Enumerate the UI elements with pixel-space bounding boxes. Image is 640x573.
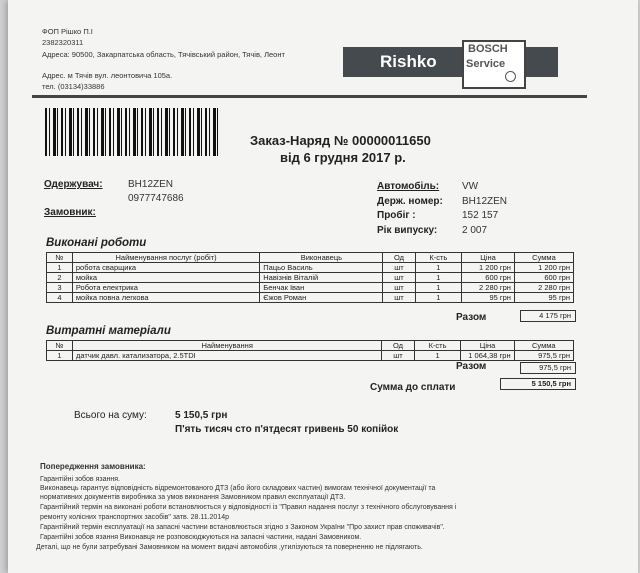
cell: 1 <box>415 273 462 283</box>
notes-line: Деталі, що не були затребувані Замовником на момент видачі автомобіля ,утилізуються та поверненню не підлягають. <box>36 544 423 551</box>
col-name: Найменування <box>73 341 382 351</box>
works-table <box>46 252 574 303</box>
car-label: Автомобіль: <box>377 181 440 192</box>
car-value: VW <box>462 181 479 192</box>
col-service: Найменування послуг (робіт) <box>72 253 259 263</box>
table-row <box>47 263 574 273</box>
cell: 1 064,38 грн <box>461 351 514 361</box>
materials-header-row <box>47 341 574 351</box>
cell: 1 <box>47 263 73 273</box>
brand-name: Rishko <box>380 52 437 71</box>
customer-label: Замовник: <box>44 207 96 218</box>
cell: Єжов Роман <box>260 293 383 303</box>
notes-title: Попередження замовника: <box>40 462 146 471</box>
payment-value: 5 150,5 грн <box>500 378 576 390</box>
works-header-row <box>47 253 574 263</box>
cell: 95 грн <box>462 293 515 303</box>
notes-line: Гарантійний термін на виконані роботи встановлюється у відповідності із "Правил надання послуг з технічного обслуговування і <box>40 504 457 511</box>
notes-line: нормативних документів виробника за умов виконання Замовником правил експлуатації ДТЗ. <box>40 494 346 501</box>
order-title: Заказ-Наряд № 00000011650 <box>250 133 431 148</box>
cell: мойка повна легкова <box>72 293 259 303</box>
table-row <box>47 283 574 293</box>
col-sum: Сумма <box>514 341 573 351</box>
header-divider <box>32 95 587 98</box>
notes-line: ремонту колісних транспортних засобів" затв. 28.11.2014р <box>40 514 229 521</box>
receiver-label: Одержувач: <box>44 179 103 190</box>
cell: 95 грн <box>514 293 573 303</box>
cell: шт <box>383 273 415 283</box>
cell: 2 <box>47 273 73 283</box>
materials-section-title: Витратні матеріали <box>46 325 171 337</box>
notes-line: Гарантійні зобов язання Виконавця не розповсюджуються на запасні частини, надані Замовником. <box>40 534 362 541</box>
receiver-value: BH12ZEN <box>128 179 174 190</box>
table-row <box>47 351 574 361</box>
col-unit: Од <box>382 341 414 351</box>
client-phone: 0977747686 <box>128 193 184 204</box>
mileage-label: Пробіг : <box>377 210 416 221</box>
cell: 975,5 грн <box>514 351 573 361</box>
cell: 1 <box>415 293 462 303</box>
col-qty: К-сть <box>415 253 462 263</box>
cell: Навізнів Віталій <box>260 273 383 283</box>
cell: шт <box>383 263 415 273</box>
cell: Пацьо Василь <box>260 263 383 273</box>
bosch-service-text: Service <box>466 58 506 70</box>
cell: мойка <box>72 273 259 283</box>
bosch-emblem-icon <box>505 71 516 82</box>
notes-line: Гарантійні зобов язання. <box>40 476 120 483</box>
col-executor: Виконавець <box>260 253 383 263</box>
company-address: Адреса: 90500, Закарпатська область, Тячівський район, Тячів, Леонт <box>42 50 285 59</box>
materials-total-value: 975,5 грн <box>520 362 576 374</box>
summary-value: 5 150,5 грн <box>175 410 228 421</box>
notes-line: Гарантійний термін експлуатації на запасні частини встановлюється згідно з Законом України "Про захист прав споживачів". <box>40 524 445 531</box>
cell: шт <box>383 283 415 293</box>
plate-value: BH12ZEN <box>462 196 508 207</box>
cell: 3 <box>47 283 73 293</box>
cell: робота сварщика <box>72 263 259 273</box>
table-row <box>47 293 574 303</box>
works-total-label: Разом <box>456 312 487 323</box>
cell: Бенчак Іван <box>260 283 383 293</box>
cell: 1 <box>415 263 462 273</box>
cell: 1 <box>414 351 461 361</box>
company-name: ФОП Рішко П.І <box>42 27 93 36</box>
col-price: Ціна <box>462 253 515 263</box>
year-value: 2 007 <box>462 225 488 236</box>
company-address-2: Адрес. м Тячів вул. леонтовича 105а. <box>42 71 173 80</box>
cell: 1 <box>47 351 73 361</box>
company-code: 2382320311 <box>42 38 84 47</box>
col-unit: Од <box>383 253 415 263</box>
notes-line: Виконавець гарантує відповідність відремонтованого ДТЗ (або його складових частин) вимогам технічної документації та <box>40 485 436 492</box>
works-section-title: Виконані роботи <box>46 237 147 249</box>
cell: 1 200 грн <box>462 263 515 273</box>
cell: 600 грн <box>514 273 573 283</box>
col-price: Ціна <box>461 341 514 351</box>
cell: шт <box>383 293 415 303</box>
materials-table <box>46 340 574 361</box>
cell: шт <box>382 351 414 361</box>
table-row <box>47 273 574 283</box>
barcode-icon <box>45 108 220 156</box>
cell: 1 200 грн <box>514 263 573 273</box>
bosch-logo-text: BOSCH <box>468 43 508 55</box>
cell: 1 <box>415 283 462 293</box>
col-qty: К-сть <box>414 341 461 351</box>
cell: 600 грн <box>462 273 515 283</box>
materials-total-label: Разом <box>456 361 487 372</box>
col-number: № <box>47 341 73 351</box>
plate-label: Держ. номер: <box>377 196 443 207</box>
company-phone: тел. (03134)33886 <box>42 82 105 91</box>
year-label: Рік випуску: <box>377 225 438 236</box>
cell: 2 280 грн <box>514 283 573 293</box>
col-sum: Сумма <box>514 253 573 263</box>
col-number: № <box>47 253 73 263</box>
mileage-value: 152 157 <box>462 210 499 221</box>
cell: 4 <box>47 293 73 303</box>
cell: 2 280 грн <box>462 283 515 293</box>
works-total-value: 4 175 грн <box>520 310 576 322</box>
payment-label: Сумма до сплати <box>370 382 456 393</box>
summary-label: Всього на суму: <box>74 410 147 421</box>
cell: датчик давл. катализатора, 2.5TDI <box>73 351 382 361</box>
order-date: від 6 грудня 2017 р. <box>280 150 406 165</box>
cell: Робота електрика <box>72 283 259 293</box>
summary-words: П'ять тисяч сто п'ятдесят гривень 50 копійок <box>175 424 399 435</box>
